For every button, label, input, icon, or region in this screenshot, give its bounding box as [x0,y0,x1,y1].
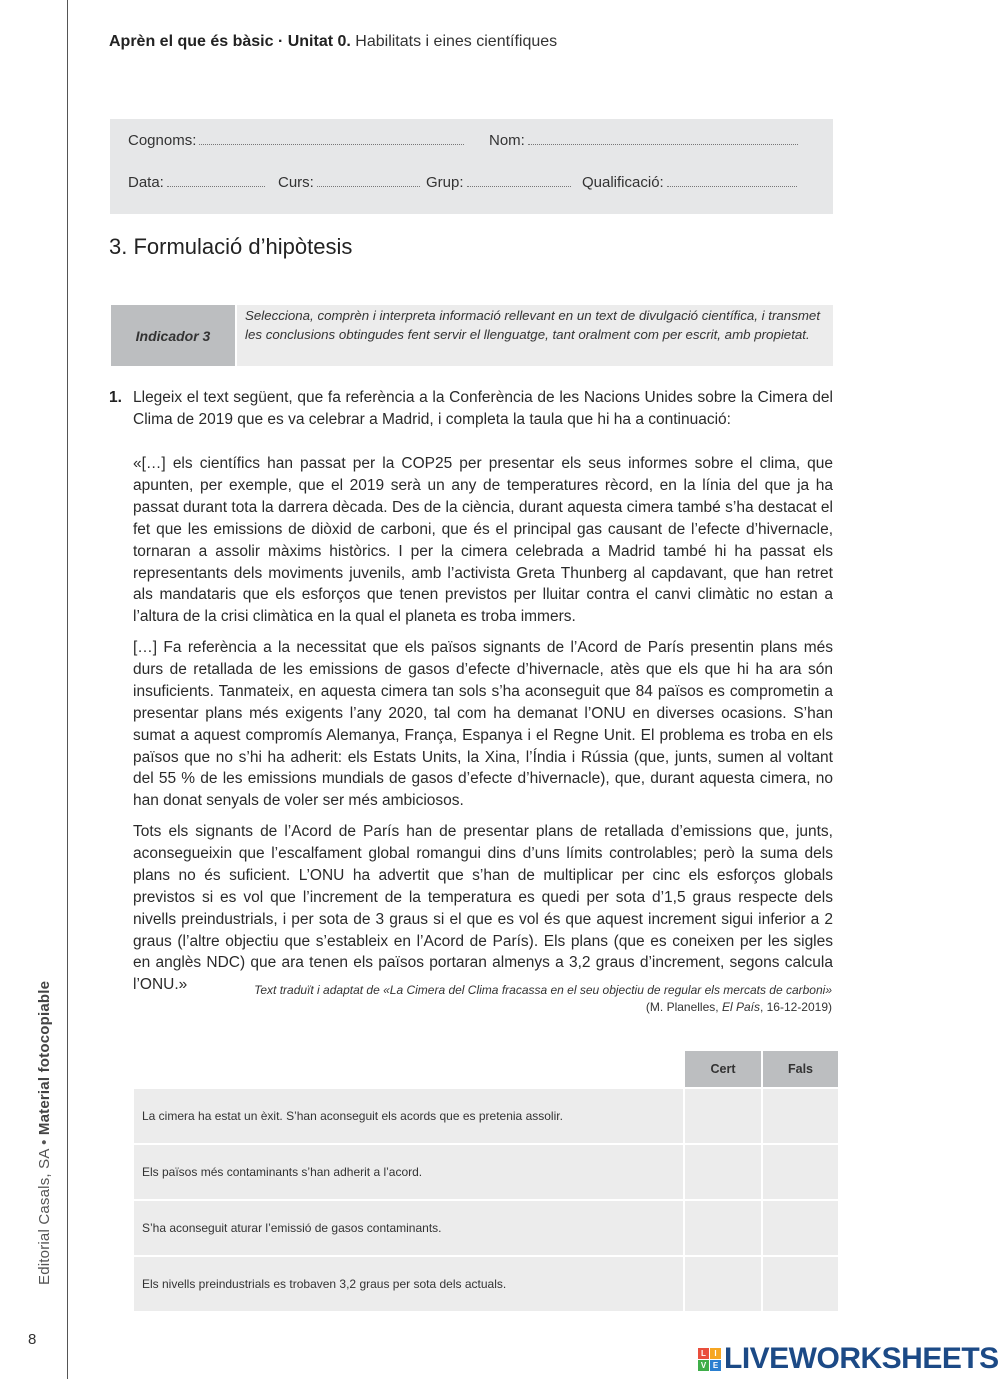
group-field[interactable]: Grup: [426,174,571,191]
source-citation: Text traduït i adaptat de «La Cimera del Clima fracassa en el seu objectiu de regular els mercats de carboni» (M. Planelles, El País, 16-12-2019) [254,983,832,1014]
indicator-text: Selecciona, comprèn i interpreta informació rellevant en un text de divulgació científica, i transmet les conclusions obtingudes fent servir el llenguatge, tant oralment com per escrit, amb propietat. [237,305,833,366]
liveworksheets-logo: L I V E LIVEWORKSHEETS [698,1342,999,1376]
name-field[interactable]: Nom: [489,132,798,149]
section-title: 3. Formulació d’hipòtesis [109,234,353,259]
date-field[interactable]: Data: [128,174,265,191]
page-header: Aprèn el que és bàsic · Unitat 0. Habilitats i eines científiques [109,33,558,50]
cert-cell[interactable] [684,1144,762,1200]
question-number: 1. [109,389,122,406]
course-field[interactable]: Curs: [278,174,420,191]
cert-cell[interactable] [684,1200,762,1256]
statement-text: Els països més contaminants s’han adherit a l’acord. [134,1144,684,1200]
fals-cell[interactable] [762,1144,838,1200]
article-paragraph-1: «[…] els científics han passat per la COP25 per presentar els seus informes sobre el clima, que apunten, per exemple, que el 2019 serà un any de temperatures rècord, en la línia del que ja ha passat durant tota la darrera dècada. Des de la ciència, durant aquesta cimera també s’ha destacat el fet que les emissions de diòxid de carboni, que és el principal gas causant de l’efecte d’hivernacle, tornaran a assolir màxims històrics. I per la cimera celebrada a Madrid també hi ha passat els representants dels moviments juvenils, amb l’activista Greta Thunberg al capdavant, que han retret als mandataris que els esforços que tenen previstos per lluitar contra el canvi climàtic no estan a l’altura de la crisi climàtica en la qual el planeta es troba immers. [133,455,833,626]
header-cert: Cert [684,1051,762,1088]
indicator-label: Indicador 3 [111,305,235,366]
fals-cell[interactable] [762,1256,838,1311]
fals-cell[interactable] [762,1088,838,1144]
cert-cell[interactable] [684,1088,762,1144]
table-row [134,1088,838,1144]
table-row [134,1256,838,1311]
statement-text: Els nivells preindustrials es trobaven 3,2 graus per sota dels actuals. [134,1256,684,1311]
page-number: 8 [28,1331,37,1348]
student-info-box [110,119,833,214]
statement-text: S’ha aconseguit aturar l’emissió de gasos contaminants. [134,1200,684,1256]
article-paragraph-3: Tots els signants de l’Acord de París han de presentar plans de retallada d’emissions que, junts, aconsegueixin que l’escalfament global romangui dins d’uns límits controlables; però la suma dels plans no és suficient. L’ONU ha advertit que s’han de multiplicar per cinc els esforços globals previstos si es vol que l’increment de la temperatura es quedi per sota d’1,5 graus respecte dels nivells preindustrials, i per sota de 3 graus si el que es vol és que aquest increment sigui inferior a 2 graus (l’altre objectiu que s’estableix en l’Acord de París). Els plans (que es coneixen per les sigles en anglès NDC) que ara tenen els països portaran almenys a 3,2 graus d’increment, segons calcula l’ONU.» [133,823,833,994]
article-paragraph-2: […] Fa referència a la necessitat que els països signants de l’Acord de París presentin plans més durs de retallada de les emissions de gasos d’efecte d’hivernacle, atès que els que hi ha ara són insuficients. Tanmateix, en aquesta cimera tan sols s’ha aconseguit que 84 països es comprometin a presentar plans més exigents l’any 2020, tal com ha demanat l’ONU en diverses ocasions. S’han sumat a aquest compromís Alemanya, França, Espanya i el Regne Unit. El problema es troba en els països que no s’hi ha adherit: els Estats Units, la Xina, l’Índia i Rússia (que, junts, sumen al voltant del 55 % de les emissions mundials de gasos d’efecte d’hivernacle), que, durant aquesta cimera, no han donat senyals de voler ser més ambiciosos. [133,639,833,810]
true-false-table [134,1051,838,1311]
grade-field[interactable]: Qualificació: [582,174,797,191]
indicator-box [111,305,833,366]
header-fals: Fals [762,1051,838,1088]
logo-icon: L I V E [698,1348,721,1371]
side-footer: Editorial Casals, SA • Material fotocopiable [36,980,53,1285]
statement-text: La cimera ha estat un èxit. S’han aconseguit els acords que es pretenia assolir. [134,1088,684,1144]
surname-field[interactable]: Cognoms: [128,132,464,149]
table-row [134,1200,838,1256]
fals-cell[interactable] [762,1200,838,1256]
table-header-row [134,1051,838,1088]
table-row [134,1144,838,1200]
cert-cell[interactable] [684,1256,762,1311]
question-text: Llegeix el text següent, que fa referència a la Conferència de les Nacions Unides sobre la Cimera del Clima de 2019 que es va celebrar a Madrid, i completa la taula que hi ha a continuació: [133,389,833,428]
margin-line [67,0,68,1379]
